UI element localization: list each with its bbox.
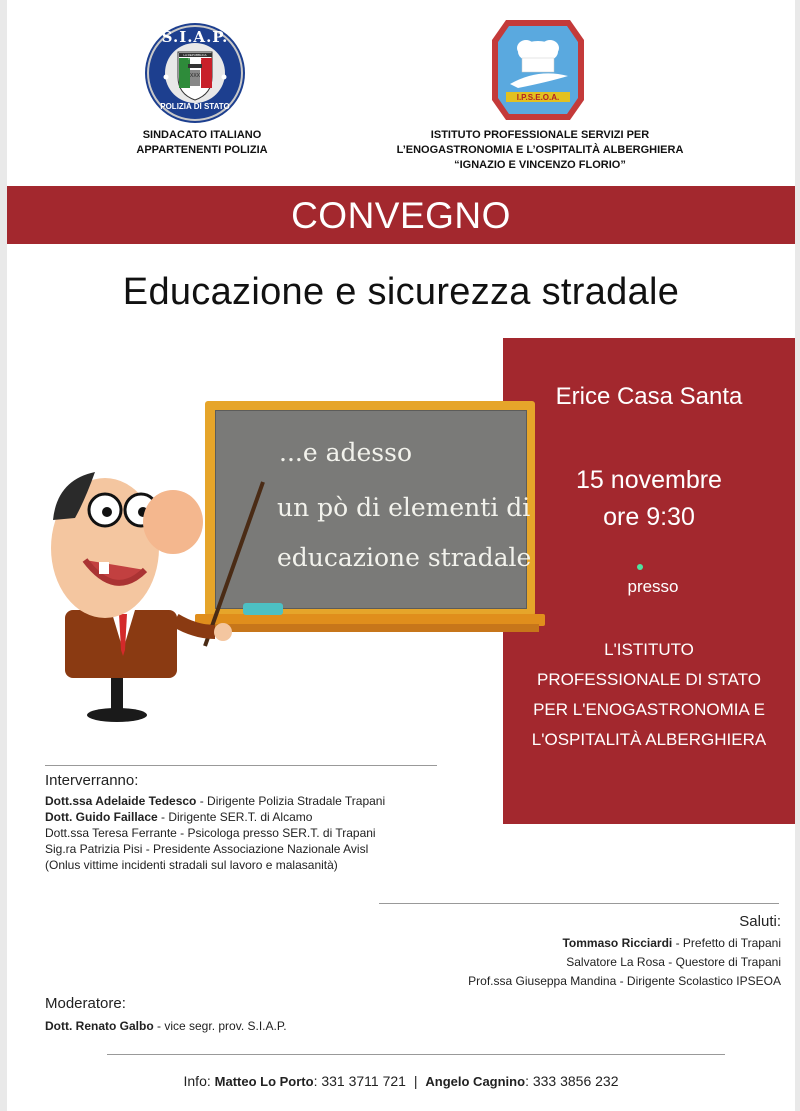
speaker-row bbox=[45, 793, 385, 809]
banner-title: CONVEGNO bbox=[291, 195, 511, 236]
greeting-row bbox=[468, 954, 781, 970]
info-separator: | bbox=[413, 1073, 418, 1089]
siap-shield-text: LA REPUBBLICA ITALIANA bbox=[183, 53, 207, 61]
venue-line1: L'ISTITUTO bbox=[604, 640, 694, 659]
contact1-name: Matteo Lo Porto bbox=[214, 1074, 314, 1089]
event-time: ore 9:30 bbox=[603, 503, 695, 531]
poster bbox=[7, 0, 795, 1111]
siap-bottom-text: POLIZIA DI STATO bbox=[160, 102, 230, 111]
greeting-name: Tommaso Ricciardi bbox=[562, 936, 673, 950]
speakers-list bbox=[45, 793, 385, 873]
ipseoa-caption-line1: ISTITUTO PROFESSIONALE SERVIZI PER bbox=[430, 129, 650, 141]
siap-shield-number: XXX bbox=[189, 73, 200, 79]
event-title: Educazione e sicurezza stradale bbox=[122, 271, 680, 313]
speaker-row bbox=[45, 809, 385, 825]
siap-ring-text: S.I.A.P. bbox=[161, 28, 229, 46]
greeting-row bbox=[468, 935, 781, 951]
venue-line3: PER L'ENOGASTRONOMIA E bbox=[533, 700, 765, 719]
contact2-phone: : 333 3856 232 bbox=[525, 1073, 619, 1089]
moderator-heading: Moderatore: bbox=[45, 995, 126, 1012]
info-label: Info: bbox=[183, 1073, 211, 1089]
event-date: 15 novembre bbox=[576, 466, 722, 494]
speaker-role: Dott.ssa Teresa Ferrante - Psicologa presso SER.T. di Trapani bbox=[45, 826, 376, 840]
ipseoa-logo bbox=[488, 18, 588, 122]
chalk-line3: educazione stradale bbox=[277, 543, 532, 572]
speaker-row bbox=[45, 825, 385, 841]
speaker-role: (Onlus vittime incidenti stradali sul lavoro e malasanità) bbox=[45, 858, 338, 872]
speaker-role: - Dirigente Polizia Stradale Trapani bbox=[196, 794, 386, 808]
moderator-name: Dott. Renato Galbo bbox=[45, 1019, 154, 1033]
event-location: Erice Casa Santa bbox=[555, 383, 743, 410]
greetings-divider bbox=[379, 903, 779, 904]
greeting-role: - Prefetto di Trapani bbox=[672, 936, 781, 950]
chalk-line1: ...e adesso bbox=[279, 438, 412, 467]
speakers-divider bbox=[45, 765, 437, 766]
moderator-row bbox=[45, 1018, 287, 1034]
info-line bbox=[7, 1073, 795, 1089]
greetings-list bbox=[468, 935, 781, 989]
venue-line2: PROFESSIONALE DI STATO bbox=[537, 670, 761, 689]
speaker-role: - Dirigente SER.T. di Alcamo bbox=[157, 810, 313, 824]
speaker-role: Sig.ra Patrizia Pisi - Presidente Associazione Nazionale Avisl bbox=[45, 842, 369, 856]
moderator-role: - vice segr. prov. S.I.A.P. bbox=[153, 1019, 287, 1033]
bullet-dot bbox=[637, 564, 643, 570]
greeting-row bbox=[468, 973, 781, 989]
speakers-heading: Interverranno: bbox=[45, 772, 139, 789]
siap-caption-line2: APPARTENENTI POLIZIA bbox=[136, 144, 268, 156]
teacher-illustration bbox=[45, 460, 275, 722]
greetings-heading: Saluti: bbox=[739, 913, 781, 930]
event-presso: presso bbox=[627, 577, 679, 596]
chalk-line2: un pò di elementi di bbox=[277, 493, 531, 522]
speaker-row bbox=[45, 857, 385, 873]
ipseoa-caption bbox=[345, 128, 735, 173]
ipseoa-caption-line3: “IGNAZIO E VINCENZO FLORIO” bbox=[454, 159, 626, 171]
greeting-role: Prof.ssa Giuseppa Mandina - Dirigente Scolastico IPSEOA bbox=[468, 974, 781, 988]
footer-divider bbox=[107, 1054, 725, 1055]
siap-caption-line1: SINDACATO ITALIANO bbox=[142, 129, 262, 141]
contact1-phone: : 331 3711 721 bbox=[313, 1073, 406, 1089]
ipseoa-caption-line2: L’ENOGASTRONOMIA E L’OSPITALITÀ ALBERGHIERA bbox=[396, 144, 684, 156]
greeting-role: Salvatore La Rosa - Questore di Trapani bbox=[566, 955, 781, 969]
ipseoa-banner-text: I.P.S.E.O.A. bbox=[516, 93, 560, 102]
siap-logo bbox=[144, 22, 246, 124]
speaker-name: Dott. Guido Faillace bbox=[45, 810, 158, 824]
speaker-name: Dott.ssa Adelaide Tedesco bbox=[45, 794, 197, 808]
venue-line4: L'OSPITALITÀ ALBERGHIERA bbox=[531, 730, 767, 749]
speaker-row bbox=[45, 841, 385, 857]
contact2-name: Angelo Cagnino bbox=[425, 1074, 526, 1089]
siap-caption bbox=[117, 128, 287, 158]
